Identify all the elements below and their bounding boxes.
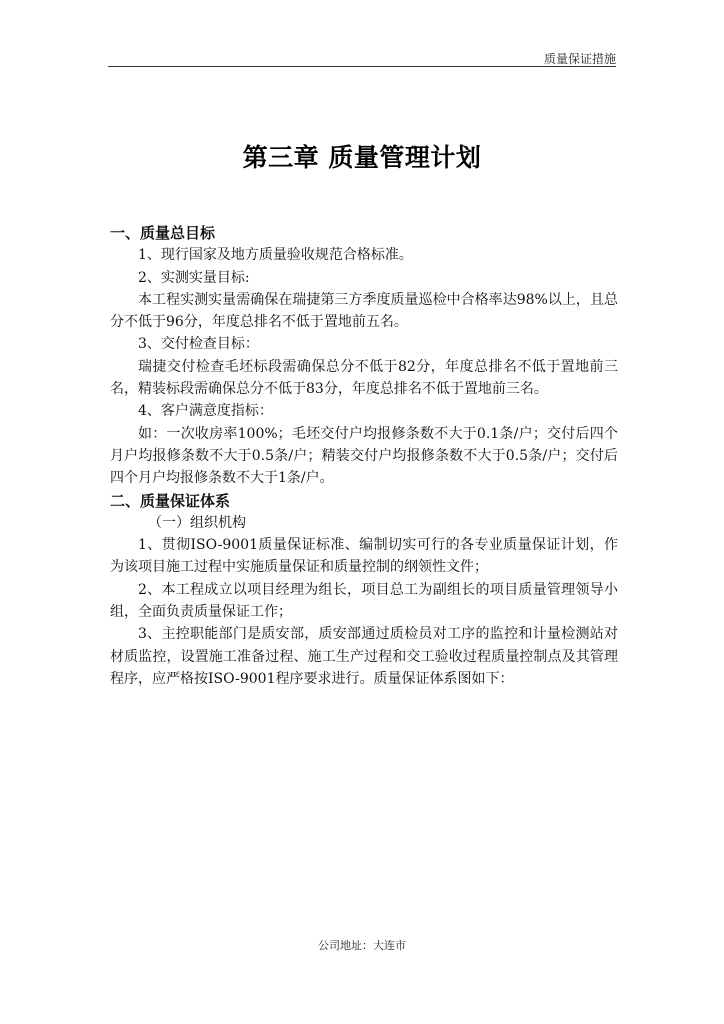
paragraph: 瑞捷交付检查毛坯标段需确保总分不低于82分，年度总排名不低于置地前三名，精装标段需确保总分不低于83分，年度总排名不低于置地前三名。 — [110, 358, 618, 398]
paragraph: 3、交付检查目标： — [138, 336, 259, 353]
paragraph: 2、本工程成立以项目经理为组长，项目总工为副组长的项目质量管理领导小组，全面负责质量保证工作； — [110, 581, 618, 621]
paragraph: 2、实测实量目标: — [138, 269, 250, 286]
page-footer-text: 公司地址：大连市 — [318, 939, 406, 952]
paragraph: 如：一次收房率100%；毛坯交付户均报修条数不大于0.1条/户；交付后四个月户均报修条数不大于0.5条/户；精装交付户均报修条数不大于0.5条/户；交付后四个月户均报修条数不大于1条/户。 — [110, 425, 618, 487]
subsection-heading-organization: （一）组织机构 — [148, 514, 246, 531]
paragraph: 3、主控职能部门是质安部，质安部通过质检员对工序的监控和计量检测站对材质监控，设置施工准备过程、施工生产过程和交工验收过程质量控制点及其管理程序，应严格按ISO-9001程序要求进行。质量保证体系图如下： — [110, 626, 618, 687]
page-header-text: 质量保证措施 — [543, 52, 616, 66]
paragraph: 1、现行国家及地方质量验收规范合格标准。 — [138, 247, 413, 264]
header-rule — [108, 66, 616, 67]
paragraph: 4、客户满意度指标： — [138, 403, 273, 420]
paragraph: 1、贯彻ISO-9001质量保证标准、编制切实可行的各专业质量保证计划，作为该项目施工过程中实施质量保证和质量控制的纲领性文件； — [110, 537, 618, 576]
paragraph: 本工程实测实量需确保在瑞捷第三方季度质量巡检中合格率达98%以上，且总分不低于96分，年度总排名不低于置地前五名。 — [110, 291, 618, 331]
chapter-title: 第三章 质量管理计划 — [242, 143, 482, 172]
document-body — [110, 222, 618, 690]
section-heading-quality-system: 二、质量保证体系 — [110, 491, 231, 510]
section-heading-quality-goals: 一、质量总目标 — [110, 224, 216, 242]
